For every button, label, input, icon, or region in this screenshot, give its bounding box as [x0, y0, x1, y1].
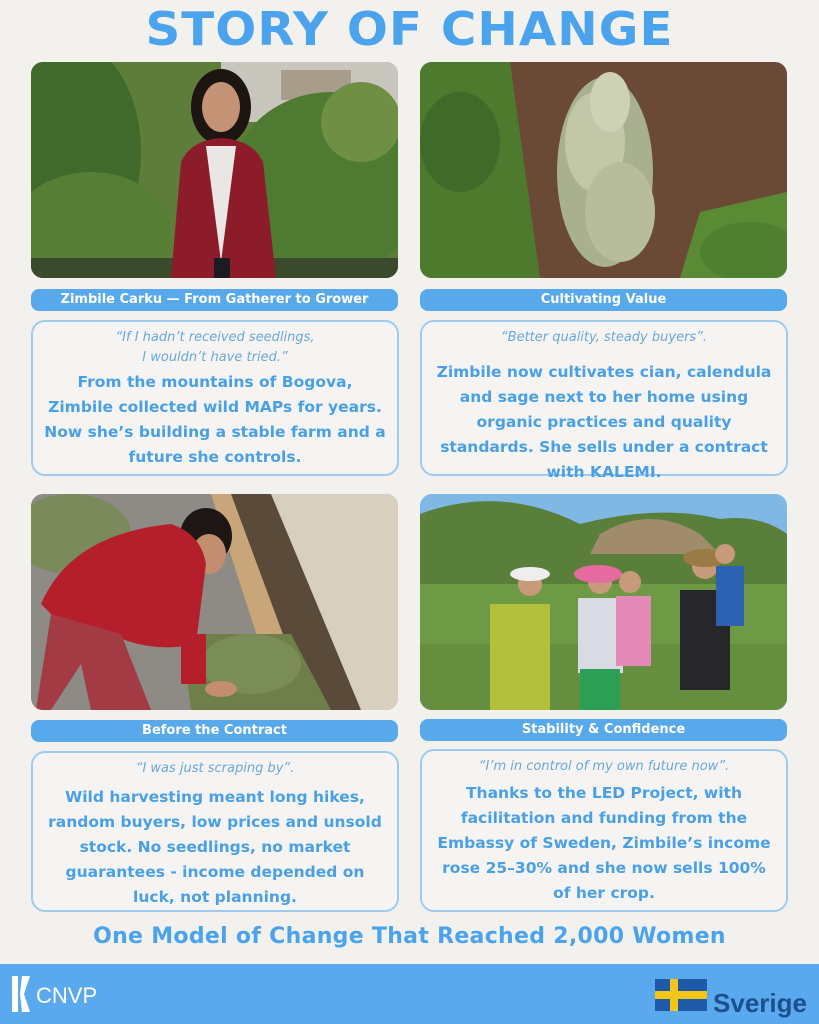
sweden-flag-icon	[655, 979, 707, 1015]
quote-text: “I was just scraping by”.	[135, 761, 295, 776]
photo-women-meeting-field	[420, 494, 787, 710]
panel-label-stability: Stability & Confidence	[420, 719, 787, 741]
story-card-cultivating	[420, 320, 788, 481]
cnvp-logo-icon	[10, 974, 32, 1018]
story-text: Thanks to the LED Project, with facilitation and funding from the Embassy of Sweden, Zimbile’s income rose 25–30% and she now sells 100% of her crop.	[437, 784, 771, 902]
story-text: Wild harvesting meant long hikes, random buyers, low prices and unsold stock. No seedlings, no market guarantees - income depended on luck, not planning.	[48, 788, 382, 906]
footer-bar	[0, 964, 819, 1024]
tagline: One Model of Change That Reached 2,000 Women	[93, 924, 726, 949]
story-text: From the mountains of Bogova, Zimbile collected wild MAPs for years. Now she’s building a stable farm and a future she controls.	[44, 373, 386, 466]
story-text: Zimbile now cultivates cian, calendula and sage next to her home using organic practices and quality standards. She sells under a contract with KALEMI.	[436, 363, 772, 481]
sverige-logo-text: Sverige	[713, 988, 807, 1018]
photo-sage-field	[420, 62, 787, 278]
photo-zimbile-portrait	[31, 62, 398, 278]
page-title: STORY OF CHANGE	[145, 2, 674, 56]
cnvp-logo-text: CNVP	[36, 983, 98, 1008]
panel-label-before-contract: Before the Contract	[31, 720, 398, 742]
quote-text: “Better quality, steady buyers”.	[500, 330, 708, 345]
sverige-logo	[655, 974, 807, 1019]
panel-label-zimbile: Zimbile Carku — From Gatherer to Grower	[31, 289, 398, 311]
story-card-zimbile	[31, 320, 399, 476]
quote-text: “If I hadn’t received seedlings, I wouldn’t have tried.”	[115, 330, 315, 365]
quote-text: “I’m in control of my own future now”.	[478, 759, 730, 774]
cnvp-logo	[10, 976, 97, 1016]
story-card-before-contract	[31, 751, 399, 912]
photo-woman-tending-plants	[31, 494, 398, 710]
story-card-stability	[420, 749, 788, 912]
panel-label-cultivating: Cultivating Value	[420, 289, 787, 311]
